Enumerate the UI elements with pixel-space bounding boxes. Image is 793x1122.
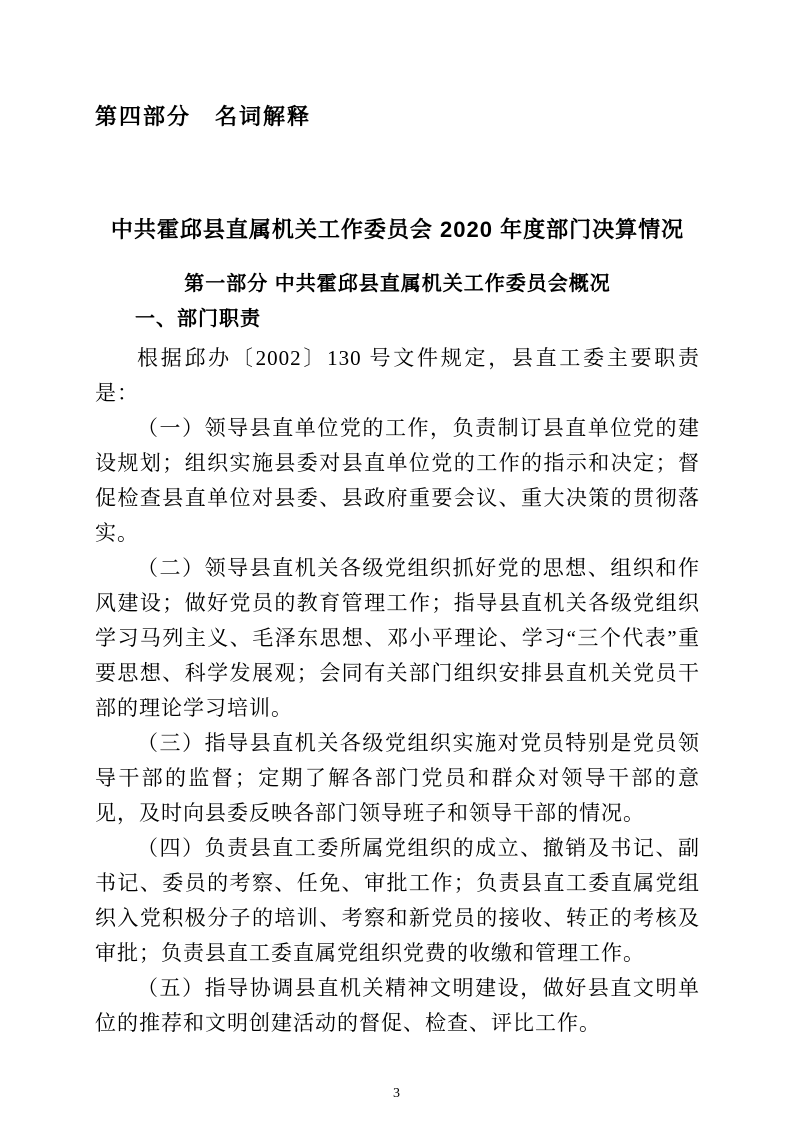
paragraph-duty-1: （一）领导县直单位党的工作，负责制订县直单位党的建设规划；组织实施县委对县直单位党的工作的指示和决定；督促检查县直单位对县委、县政府重要会议、重大决策的贯彻落实。 <box>95 416 700 545</box>
document-body <box>95 341 700 1041</box>
page-footer <box>0 1084 793 1102</box>
section-one-heading: 一、部门职责 <box>135 308 261 330</box>
document-subtitle: 第一部分 中共霍邱县直属机关工作委员会概况 <box>184 273 611 295</box>
paragraph-duty-3: （三）指导县直机关各级党组织实施对党员特别是党员领导干部的监督；定期了解各部门党员和群众对领导干部的意见，及时向县委反映各部门领导班子和领导干部的情况。 <box>95 731 700 825</box>
paragraph-duty-2: （二）领导县直机关各级党组织抓好党的思想、组织和作风建设；做好党员的教育管理工作；指导县直机关各级党组织学习马列主义、毛泽东思想、邓小平理论、学习“三个代表”重要思想、科学发展观；会同有关部门组织安排县直机关党员干部的理论学习培训。 <box>95 556 700 720</box>
paragraph-intro: 根据邱办〔2002〕130 号文件规定，县直工委主要职责是： <box>95 346 700 405</box>
paragraph-duty-4: （四）负责县直工委所属党组织的成立、撤销及书记、副书记、委员的考察、任免、审批工作；负责县直工委直属党组织入党积极分子的培训、考察和新党员的接收、转正的考核及审批；负责县直工委直属党组织党费的收缴和管理工作。 <box>95 836 700 965</box>
section-heading: 第四部分 名词解释 <box>95 104 312 129</box>
page-number: 3 <box>393 1086 400 1101</box>
paragraph-duty-5: （五）指导协调县直机关精神文明建设，做好县直文明单位的推荐和文明创建活动的督促、检查、评比工作。 <box>95 976 700 1035</box>
document-title: 中共霍邱县直属机关工作委员会 2020 年度部门决算情况 <box>110 217 685 242</box>
